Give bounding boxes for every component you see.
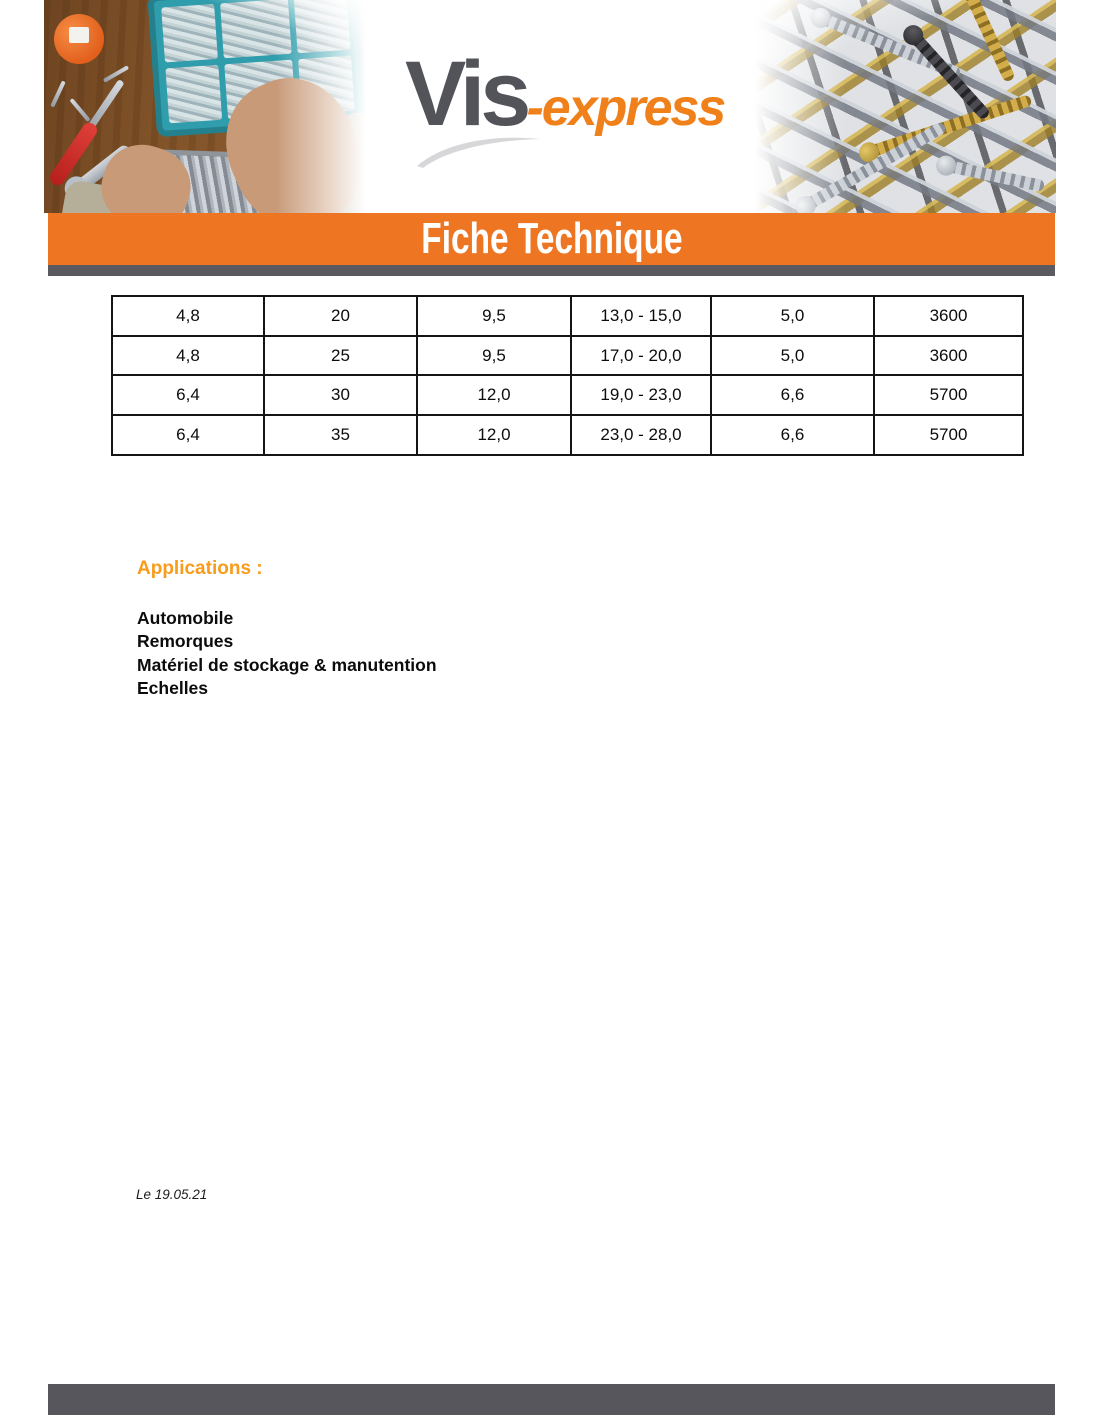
applications-heading: Applications : xyxy=(137,558,263,579)
tape-measure-icon xyxy=(54,14,104,64)
footer-bar xyxy=(48,1384,1055,1415)
loose-screw-icon xyxy=(50,80,65,107)
screw-icon xyxy=(945,160,1045,193)
wrench-icon xyxy=(73,143,133,194)
table-cell: 12,0 xyxy=(417,415,571,455)
organizer-cell xyxy=(224,60,296,120)
banner-underline-bar xyxy=(48,265,1055,276)
spec-table xyxy=(111,295,1024,456)
screwdriver-icon xyxy=(86,79,124,131)
applications-section xyxy=(137,558,437,700)
sleeve-shape xyxy=(58,179,177,213)
table-row xyxy=(112,296,1023,336)
loose-screw-icon xyxy=(103,65,129,82)
application-item: Automobile xyxy=(137,608,234,628)
hand-shape xyxy=(205,58,366,213)
banner xyxy=(48,213,1055,265)
table-cell: 6,6 xyxy=(711,375,874,415)
drill-icon xyxy=(308,23,364,121)
loose-screw-icon xyxy=(69,98,90,122)
right-header-photo xyxy=(755,0,1056,213)
table-cell: 17,0 - 20,0 xyxy=(571,336,711,376)
banner-title: Fiche Technique xyxy=(420,214,683,263)
screw-icon xyxy=(909,31,992,121)
vis-express-logo xyxy=(405,43,725,178)
date-note: Le 19.05.21 xyxy=(136,1187,208,1202)
organizer-cell xyxy=(220,0,292,58)
screw-organizer-box xyxy=(147,0,366,137)
screw-icon xyxy=(818,12,962,79)
hand-shape xyxy=(91,134,200,213)
logo-text xyxy=(405,43,725,145)
organizer-cell xyxy=(165,65,221,124)
screw-tray xyxy=(135,149,334,213)
table-cell: 6,4 xyxy=(112,375,264,415)
table-cell: 5,0 xyxy=(711,336,874,376)
screw-icon xyxy=(803,121,948,211)
logo-swoosh-icon xyxy=(413,134,543,168)
table-cell: 3600 xyxy=(874,336,1023,376)
table-cell: 5700 xyxy=(874,375,1023,415)
table-cell: 5,0 xyxy=(711,296,874,336)
screwdriver-icon xyxy=(47,120,100,188)
table-cell: 9,5 xyxy=(417,336,571,376)
table-cell: 3600 xyxy=(874,296,1023,336)
left-header-photo xyxy=(44,0,366,213)
table-row xyxy=(112,415,1023,455)
table-cell: 5700 xyxy=(874,415,1023,455)
application-item: Echelles xyxy=(137,677,209,698)
application-item: Matériel de stockage & manutention xyxy=(137,654,437,675)
table-cell: 6,6 xyxy=(711,415,874,455)
logo-brand-bold: Vis xyxy=(405,43,527,145)
sleeve-shape xyxy=(261,105,366,213)
table-cell: 4,8 xyxy=(112,296,264,336)
organizer-cell xyxy=(298,56,354,115)
table-cell: 4,8 xyxy=(112,336,264,376)
table-cell: 30 xyxy=(264,375,417,415)
table-cell: 20 xyxy=(264,296,417,336)
table-cell: 13,0 - 15,0 xyxy=(571,296,711,336)
organizer-cell xyxy=(161,4,217,63)
organizer-cell xyxy=(294,0,350,53)
table-cell: 6,4 xyxy=(112,415,264,455)
screw-icon xyxy=(954,0,1016,83)
logo-brand-suffix: -express xyxy=(526,79,725,137)
table-cell: 9,5 xyxy=(417,296,571,336)
applications-list xyxy=(137,607,437,700)
table-cell: 12,0 xyxy=(417,375,571,415)
table-cell: 25 xyxy=(264,336,417,376)
table-row xyxy=(112,336,1023,376)
table-cell: 23,0 - 28,0 xyxy=(571,415,711,455)
application-item: Remorques xyxy=(137,631,234,652)
table-row xyxy=(112,375,1023,415)
table-cell: 35 xyxy=(264,415,417,455)
screw-icon xyxy=(867,94,1032,158)
table-cell: 19,0 - 23,0 xyxy=(571,375,711,415)
